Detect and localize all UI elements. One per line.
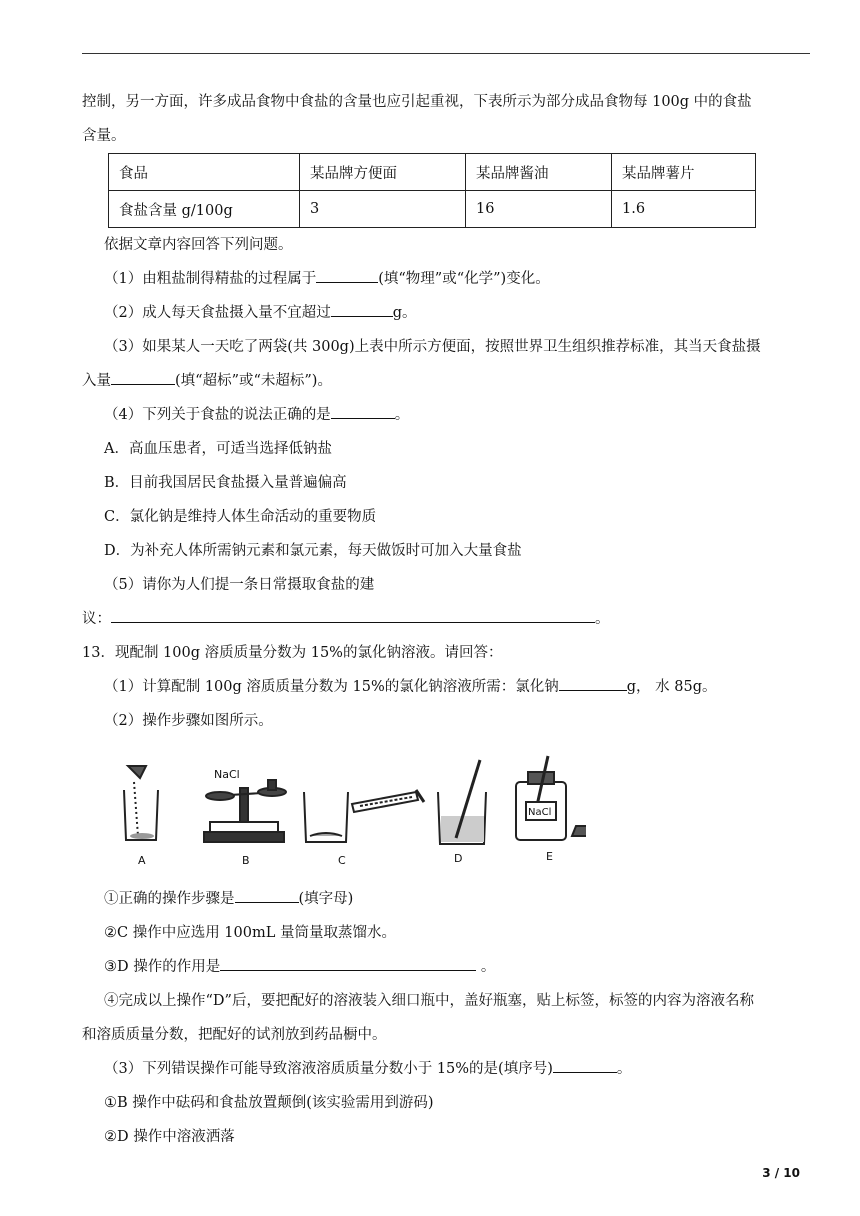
text: （1）由粗盐制得精盐的过程属于 [104,271,317,287]
text: 。 [616,1061,632,1077]
q13-sub-1 [82,670,810,704]
step-d-stirring [438,760,486,844]
q12-sub-3-line-1: （3）如果某人一天吃了两袋(共 300g)上表中所示方便面，按照世界卫生组织推荐标准，其当天食盐摄 [104,339,761,355]
q12-sub-3-line-2 [82,364,810,398]
step-e-reagent-bottle [516,756,586,840]
option-d: D．为补充人体所需钠元素和氯元素，每天做饭时可加入大量食盐 [104,543,522,559]
table-cell: 某品牌酱油 [466,154,612,191]
q13-sub-3 [82,1052,810,1086]
text: （3）下列错误操作可能导致溶液溶质质量分数小于 15%的是(填序号) [104,1061,553,1077]
table-cell: 某品牌薯片 [612,154,756,191]
q12-sub-1 [82,262,810,296]
text: （2）成人每天食盐摄入量不宜超过 [104,305,331,321]
option-c: C．氯化钠是维持人体生命活动的重要物质 [104,509,377,525]
figure-label-a: A [138,854,146,867]
table-row [109,191,756,228]
q12-sub-5-line-1: （5）请你为人们提一条日常摄取食盐的建 [104,577,375,593]
intro-line-2: 含量。 [82,128,126,144]
header-rule [82,53,810,54]
text: 。 [476,959,496,975]
q13-item-4-line-2: 和溶质质量分数，把配好的试剂放到药品橱中。 [82,1027,387,1043]
q13-item-4-line-1: ④完成以上操作“D”后，要把配好的溶液装入细口瓶中，盖好瓶塞，贴上标签，标签的内容为溶液名称 [104,993,754,1009]
nacl-label-e: NaCl [528,807,552,818]
lab-procedure-figure [116,752,586,872]
text: (填“超标”或“未超标”)。 [175,373,332,389]
step-b-balance [204,768,286,842]
text: （4）下列关于食盐的说法正确的是 [104,407,331,423]
q13-sub-2: （2）操作步骤如图所示。 [104,713,273,729]
figure-label-d: D [454,852,463,865]
answer-blank[interactable] [553,1058,617,1073]
figure-label-b: B [242,854,250,867]
answer-blank[interactable] [111,608,595,623]
text: g， 水 85g。 [626,679,717,695]
q13-item-3 [82,950,810,984]
q12-sub-5-line-2 [82,602,810,636]
text: 议： [82,611,111,627]
table-cell: 食盐含量 g/100g [109,191,300,228]
answer-blank[interactable] [559,676,627,691]
text: 入量 [82,373,111,389]
salt-content-table [108,153,756,228]
text: (填“物理”或“化学”)变化。 [378,271,550,287]
text: g。 [392,305,417,321]
answer-blank[interactable] [235,888,299,903]
q12-sub-4 [82,398,810,432]
q13-item-2: ②C 操作中应选用 100mL 量筒量取蒸馏水。 [104,925,396,941]
table-cell: 3 [300,191,466,228]
answer-blank[interactable] [331,404,395,419]
q13-item-1 [82,882,810,916]
answer-blank[interactable] [220,956,476,971]
q13-error-1: ①B 操作中砝码和食盐放置颠倒(该实验需用到游码) [104,1095,434,1111]
text: 。 [595,611,610,627]
table-header-row [109,154,756,191]
text: (填字母) [298,891,354,907]
q13-title: 13．现配制 100g 溶质质量分数为 15%的氯化钠溶液。请回答： [82,645,503,661]
q12-lead: 依据文章内容回答下列问题。 [104,237,293,253]
q12-sub-2 [82,296,810,330]
answer-blank[interactable] [316,268,378,283]
page-number: 3 / 10 [762,1166,800,1180]
table-cell: 某品牌方便面 [300,154,466,191]
option-a: A．高血压患者，可适当选择低钠盐 [104,441,332,457]
text: ③D 操作的作用是 [104,959,221,975]
figure-label-e: E [546,850,553,863]
step-c-graduated-cylinder [304,790,424,842]
text: （1）计算配制 100g 溶质质量分数为 15%的氯化钠溶液所需：氯化钠 [104,679,559,695]
table-cell: 食品 [109,154,300,191]
nacl-label-b: NaCl [214,768,240,781]
text: ①正确的操作步骤是 [104,891,235,907]
intro-line-1: 控制，另一方面，许多成品食物中食盐的含量也应引起重视，下表所示为部分成品食物每 100g 中的食盐 [82,94,752,110]
text: 。 [394,407,410,423]
figure-label-c: C [338,854,346,867]
q13-error-2: ②D 操作中溶液洒落 [104,1129,235,1145]
table-cell: 1.6 [612,191,756,228]
table-cell: 16 [466,191,612,228]
option-b: B．目前我国居民食盐摄入量普遍偏高 [104,475,347,491]
answer-blank[interactable] [111,370,175,385]
document-page [82,85,810,1154]
step-a-pouring-salt [124,766,158,840]
answer-blank[interactable] [331,302,393,317]
